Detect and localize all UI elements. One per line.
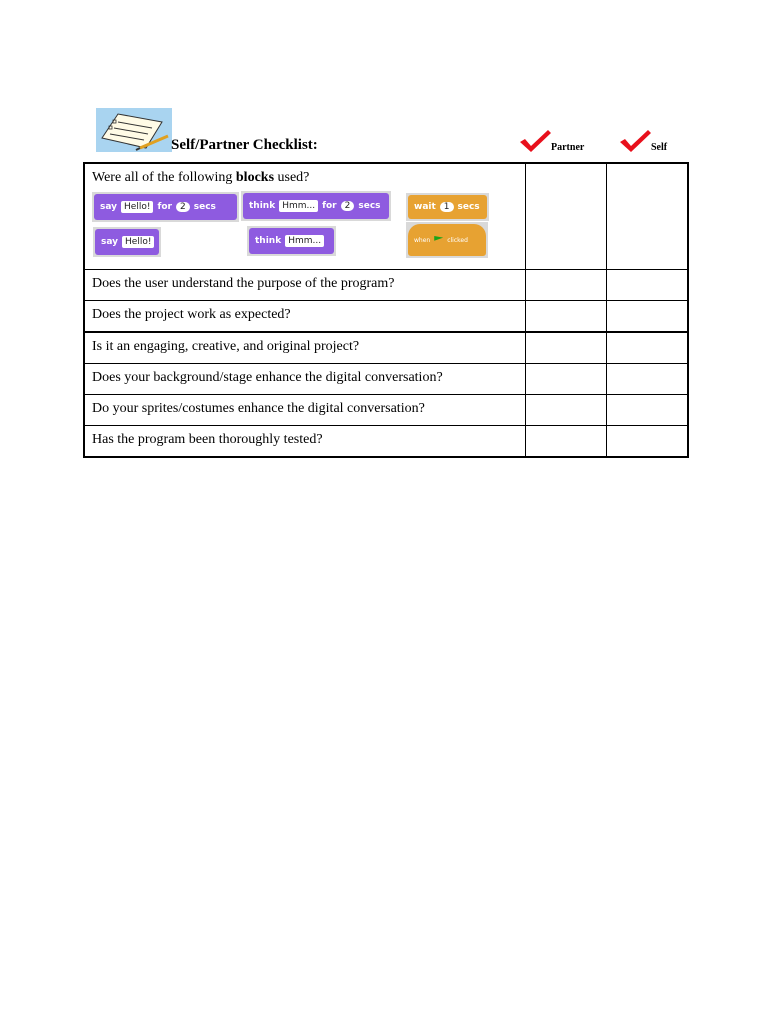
partner-check-cell[interactable]	[526, 270, 607, 301]
question-cell: Does the user understand the purpose of the program?	[84, 270, 526, 301]
question-text-prefix: Were all of the following	[92, 170, 236, 185]
checklist-clipboard-icon	[96, 108, 172, 152]
partner-check-cell[interactable]	[526, 364, 607, 395]
question-text-suffix: used?	[274, 170, 310, 185]
self-check-cell[interactable]	[607, 426, 689, 458]
self-check-cell[interactable]	[607, 270, 689, 301]
question-cell: Do your sprites/costumes enhance the digital conversation?	[84, 395, 526, 426]
self-checkmark-icon	[618, 129, 652, 153]
think-for-secs-block: think Hmm... for 2 secs	[241, 191, 391, 221]
checklist-row	[84, 270, 688, 301]
question-cell: Does the project work as expected?	[84, 301, 526, 333]
question-cell: Does your background/stage enhance the digital conversation?	[84, 364, 526, 395]
checklist-header	[0, 0, 768, 162]
self-check-cell[interactable]	[607, 364, 689, 395]
question-cell: Is it an engaging, creative, and original project?	[84, 332, 526, 364]
say-block: say Hello!	[93, 227, 161, 257]
question-cell: Has the program been thoroughly tested?	[84, 426, 526, 458]
page-title: Self/Partner Checklist:	[171, 137, 318, 153]
question-cell	[84, 163, 526, 270]
partner-check-cell[interactable]	[526, 332, 607, 364]
partner-check-cell[interactable]	[526, 426, 607, 458]
self-check-cell[interactable]	[607, 301, 689, 333]
self-check-cell[interactable]	[607, 332, 689, 364]
when-flag-clicked-block: when clicked	[406, 222, 488, 258]
checklist-row	[84, 332, 688, 364]
checklist-row	[84, 301, 688, 333]
scratch-blocks-group	[92, 192, 525, 268]
partner-checkmark-icon	[518, 129, 552, 153]
checklist-table	[83, 162, 689, 458]
checklist-row	[84, 163, 688, 270]
checklist-row	[84, 395, 688, 426]
say-for-secs-block: say Hello! for 2 secs	[92, 192, 239, 222]
self-check-cell[interactable]	[607, 163, 689, 270]
wait-secs-block: wait 1 secs	[406, 193, 489, 221]
checklist-row	[84, 426, 688, 458]
question-text-bold: blocks	[235, 170, 275, 185]
partner-check-cell[interactable]	[526, 301, 607, 333]
partner-column-label: Partner	[551, 142, 585, 153]
checklist-row	[84, 364, 688, 395]
partner-check-cell[interactable]	[526, 163, 607, 270]
partner-check-cell[interactable]	[526, 395, 607, 426]
self-column-label: Self	[651, 142, 668, 153]
think-block: think Hmm...	[247, 226, 336, 256]
self-check-cell[interactable]	[607, 395, 689, 426]
green-flag-icon	[434, 236, 443, 244]
